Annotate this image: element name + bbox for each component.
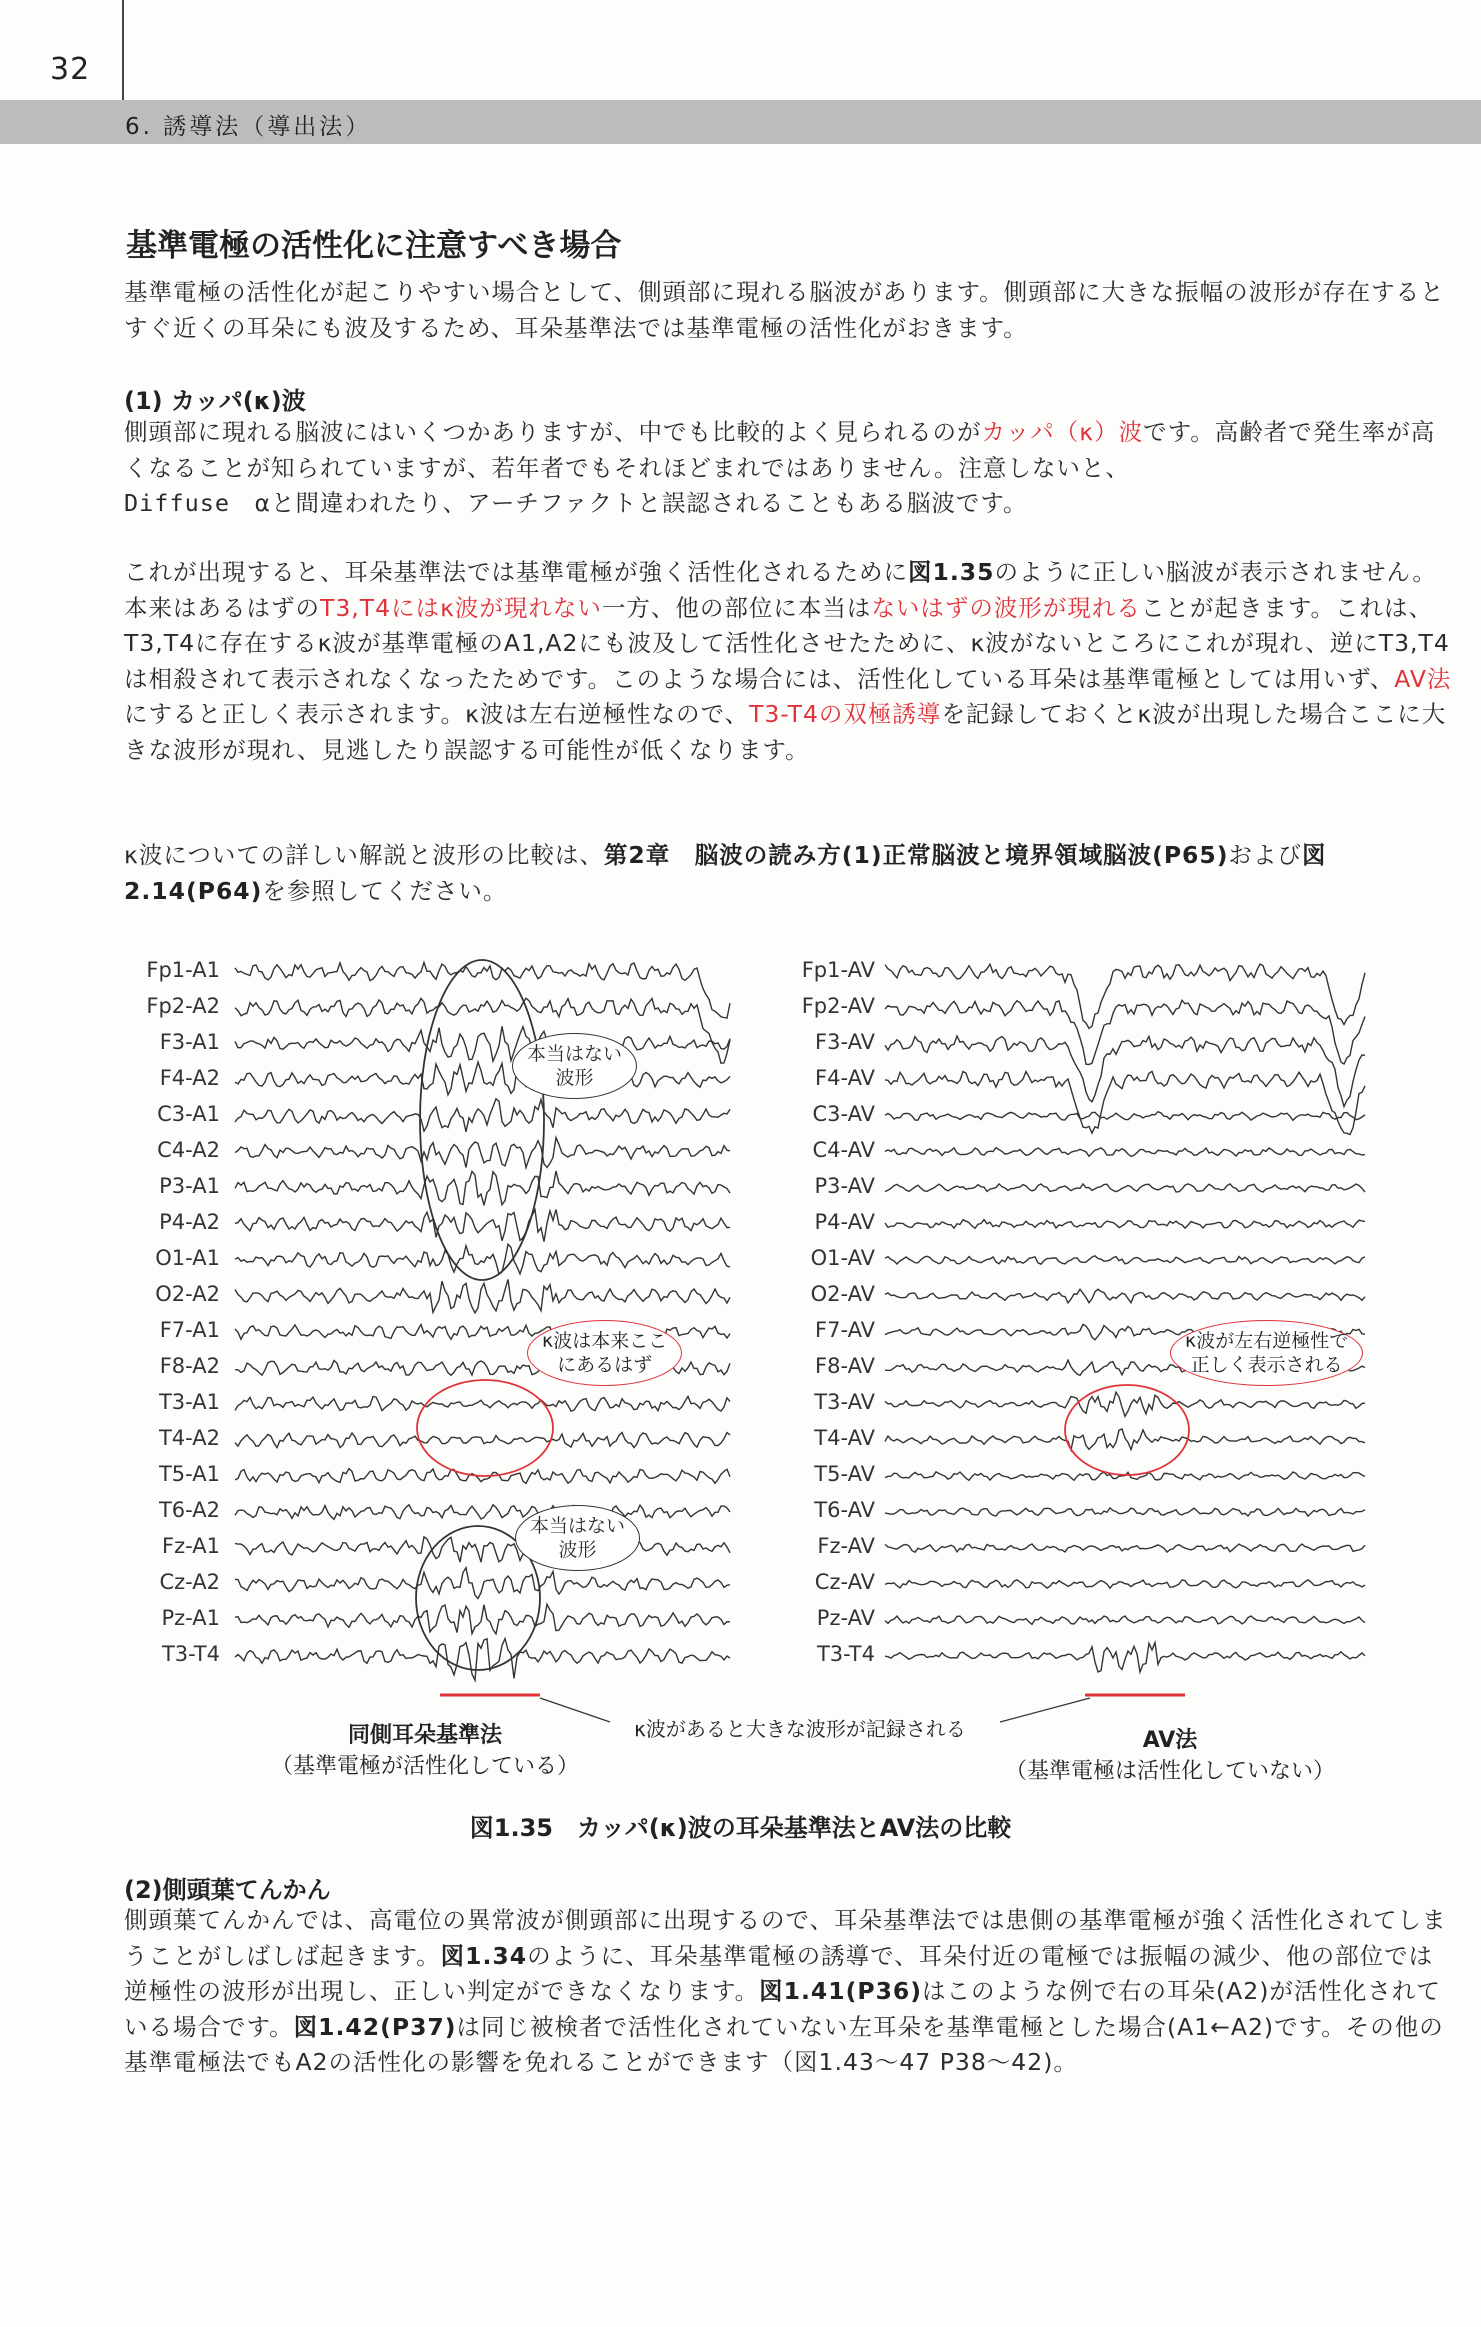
- highlight-av: AV法: [1394, 664, 1452, 693]
- right-channel-label: T3-AV: [814, 1390, 875, 1414]
- left-eeg-trace: [235, 963, 730, 1019]
- page-number: 32: [50, 52, 91, 87]
- text-run: ことが起きます。これは、T3,T4に存在するκ波が基準電極のA1,A2にも波及して活性化させたために、κ波がないところにこれが現れ、逆にT3,T4は相殺されて表示されなくなったためです。このような場合には、活性化している耳朵は基準電極としては用いず、: [124, 593, 1450, 693]
- left-caption-title: 同側耳朵基準法: [347, 1723, 502, 1748]
- right-channel-label: T5-AV: [814, 1462, 875, 1486]
- right-channel-label: F4-AV: [815, 1066, 875, 1090]
- text-diffuse: Diffuse: [124, 489, 231, 517]
- bubble-line: 本当はない: [530, 1515, 626, 1537]
- right-channel-label: O1-AV: [810, 1246, 875, 1270]
- left-eeg-trace: [235, 1171, 730, 1205]
- header-divider: [122, 0, 124, 100]
- right-eeg-trace: [885, 1472, 1365, 1481]
- right-eeg-trace: [885, 1429, 1365, 1450]
- left-channel-label: C4-A2: [157, 1138, 220, 1162]
- highlight-bipolar: T3-T4の双極誘導: [749, 700, 942, 728]
- left-eeg-trace: [235, 1505, 730, 1520]
- left-channel-label: F3-A1: [159, 1030, 220, 1054]
- bubble-line: 本当はない: [527, 1043, 623, 1065]
- right-eeg-trace: [885, 1392, 1365, 1416]
- left-eeg-trace: [235, 1433, 730, 1448]
- figure-caption: 図1.35 カッパ(κ)波の耳朵基準法とAV法の比較: [469, 1814, 1012, 1842]
- right-channel-label: T6-AV: [814, 1498, 875, 1522]
- right-eeg-trace: [885, 1071, 1365, 1134]
- kappa-paragraph-1: [124, 415, 1454, 522]
- left-channel-label: T3-T4: [161, 1642, 220, 1666]
- left-channel-label: T5-A1: [158, 1462, 220, 1486]
- left-channel-label: Fp1-A1: [146, 958, 220, 982]
- annotation-bubble-2: [527, 1320, 682, 1386]
- left-caption: [215, 1718, 635, 1780]
- left-channel-label: Fp2-A2: [146, 994, 220, 1018]
- right-channel-label: Fz-AV: [817, 1534, 875, 1558]
- chapter-title: 6. 誘導法（導出法）: [125, 114, 372, 140]
- right-channel-label: F8-AV: [815, 1354, 875, 1378]
- right-eeg-trace: [885, 1544, 1365, 1552]
- text-run: を記録しておくとκ波が出現した場合ここに大きな波形が現れ、見逃したり誤認する可能性が低くなります。: [124, 700, 1447, 764]
- right-channel-label: P4-AV: [814, 1210, 875, 1234]
- text-run: のように、耳朵基準電極の誘導で、耳朵付近の電極では振幅の減少、他の部位では逆極性の波形が出現し、正しい判定ができなくなります。: [124, 1941, 1434, 2005]
- figure-ref: 図1.42(P37): [293, 2012, 457, 2041]
- right-channel-label: F7-AV: [815, 1318, 875, 1342]
- text-run: を参照してください。: [262, 876, 508, 905]
- text-run: αと間違われたり、アーチファクトと誤認されることもある脳波です。: [254, 489, 1028, 517]
- right-channel-label: F3-AV: [815, 1030, 875, 1054]
- right-caption: [960, 1723, 1380, 1785]
- left-channel-label: O1-A1: [155, 1246, 220, 1270]
- highlight-false-wave: ないはずの波形が現れる: [871, 593, 1141, 622]
- left-eeg-trace: [235, 1244, 730, 1274]
- right-channel-label: C3-AV: [812, 1102, 875, 1126]
- left-eeg-trace: [235, 1639, 730, 1681]
- left-eeg-trace: [235, 1568, 730, 1599]
- right-channel-label: T4-AV: [814, 1426, 875, 1450]
- right-eeg-trace: [885, 1256, 1365, 1264]
- right-channel-label: Cz-AV: [814, 1570, 875, 1594]
- left-eeg-trace: [235, 1533, 730, 1563]
- right-eeg-trace: [885, 1148, 1365, 1157]
- bubble-line: κ波は本来ここ: [542, 1330, 668, 1352]
- text-run: および: [1228, 841, 1302, 869]
- right-caption-note: （基準電極は活性化していない）: [1004, 1759, 1335, 1784]
- right-channel-label: T3-T4: [816, 1642, 875, 1666]
- left-channel-label: Cz-A2: [159, 1570, 220, 1594]
- right-eeg-trace: [885, 1616, 1365, 1624]
- right-eeg-trace: [885, 1112, 1365, 1121]
- left-channel-label: F7-A1: [159, 1318, 220, 1342]
- left-eeg-trace: [235, 1396, 730, 1411]
- left-eeg-trace: [235, 1062, 730, 1095]
- text-run: のように正しい脳波が表示されません。本来はあるはずの: [124, 558, 1437, 622]
- highlight-ellipse-missing-kappa: [417, 1380, 553, 1476]
- subsection-kappa: (1) カッパ(κ)波: [124, 387, 306, 415]
- chapter-ref: 第2章 脳波の読み方(1)正常脳波と境界領域脳波(P65): [603, 841, 1229, 869]
- intro-paragraph: 基準電極の活性化が起こりやすい場合として、側頭部に現れる脳波があります。側頭部に大きな振幅の波形が存在するとすぐ近くの耳朵にも波及するため、耳朵基準法では基準電極の活性化がおきます。: [124, 278, 1445, 342]
- text-run: はこのような例で右の耳朵(A2)が活性化されている場合です。: [124, 1977, 1441, 2041]
- annotation-bubble-4: [1170, 1320, 1363, 1386]
- right-eeg-trace: [885, 1289, 1365, 1303]
- left-channel-label: F8-A2: [159, 1354, 220, 1378]
- left-eeg-trace: [235, 1469, 730, 1484]
- pointer-line-right: [1000, 1698, 1090, 1722]
- highlight-t3t4: T3,T4にはκ波が現れない: [320, 593, 602, 622]
- figure-ref: 図1.34: [440, 1941, 528, 1970]
- kappa-paragraph-3: [124, 838, 1454, 909]
- right-eeg-trace: [885, 1580, 1365, 1588]
- bubble-line: 正しく表示される: [1190, 1354, 1343, 1376]
- text-run: 一方、他の部位に本当は: [601, 593, 872, 622]
- text-run: は同じ被検者で活性化されていない左耳朵を基準電極とした場合(A1←A2)です。その他の基準電極法でもA2の活性化の影響を免れることができます（図1.43～47 P38～42)。: [124, 2012, 1444, 2076]
- bubble-line: κ波が左右逆極性で: [1185, 1330, 1349, 1352]
- right-caption-title: AV法: [1142, 1728, 1198, 1753]
- right-channel-label: Fp2-AV: [801, 994, 875, 1018]
- left-channel-label: T4-A2: [158, 1426, 220, 1450]
- left-eeg-trace: [235, 1210, 730, 1242]
- left-channel-label: O2-A2: [155, 1282, 220, 1306]
- figure-ref: 図1.35: [908, 558, 995, 586]
- left-eeg-trace: [235, 1604, 730, 1634]
- figure-ref: 図1.41(P36): [759, 1977, 923, 2005]
- bubble-line: 波形: [555, 1067, 594, 1089]
- right-eeg-trace: [885, 1036, 1365, 1107]
- right-channel-label: Fp1-AV: [801, 958, 875, 982]
- highlight-ellipse-false-wave: [420, 960, 544, 1280]
- left-channel-label: T6-A2: [158, 1498, 220, 1522]
- left-caption-note: （基準電極が活性化している）: [270, 1754, 579, 1779]
- left-eeg-trace: [235, 1099, 730, 1132]
- right-eeg-trace: [885, 1184, 1365, 1192]
- right-channel-label: O2-AV: [810, 1282, 875, 1306]
- annotation-bubble-1: [512, 1033, 637, 1099]
- chapter-bar: [0, 100, 1481, 144]
- left-eeg-trace: [235, 998, 730, 1063]
- left-channel-label: P4-A2: [159, 1210, 220, 1234]
- left-channel-label: F4-A2: [159, 1066, 220, 1090]
- right-channel-label: P3-AV: [814, 1174, 875, 1198]
- right-eeg-trace: [885, 1220, 1365, 1229]
- right-eeg-trace: [885, 1000, 1365, 1064]
- left-channel-label: P3-A1: [159, 1174, 220, 1198]
- kappa-paragraph-2: [124, 555, 1454, 768]
- text-run: これが出現すると、耳朵基準法では基準電極が強く活性化されるために: [124, 558, 908, 586]
- right-channel-label: Pz-AV: [816, 1606, 875, 1630]
- left-eeg-trace: [235, 1279, 730, 1313]
- bubble-line: 波形: [558, 1539, 597, 1561]
- left-eeg-trace: [235, 1138, 730, 1168]
- bubble-line: にあるはず: [557, 1354, 653, 1376]
- highlight-kappa: カッパ（κ）波: [981, 418, 1144, 446]
- epilepsy-paragraph: [124, 1903, 1454, 2081]
- highlight-ellipse-kappa-av: [1065, 1385, 1189, 1475]
- left-channel-label: T3-A1: [158, 1390, 220, 1414]
- figure-ref: 図2.14(P64): [124, 841, 1327, 905]
- text-run: にすると正しく表示されます。κ波は左右逆極性なので、: [124, 700, 749, 728]
- left-channel-label: C3-A1: [157, 1102, 220, 1126]
- annotation-bubble-3: [515, 1505, 640, 1571]
- left-channel-label: Pz-A1: [161, 1606, 220, 1630]
- right-eeg-trace: [885, 1508, 1365, 1516]
- left-channel-label: Fz-A1: [162, 1534, 220, 1558]
- right-channel-label: C4-AV: [812, 1138, 875, 1162]
- text-run: 側頭葉てんかんでは、高電位の異常波が側頭部に出現するので、耳朵基準法では患側の基準電極が強く活性化されてしまうことがしばしば起きます。: [124, 1906, 1447, 1970]
- text-run: 側頭部に現れる脳波にはいくつかありますが、中でも比較的よく見られるのが: [124, 418, 982, 446]
- subsection-temporal-epilepsy: (2)側頭葉てんかん: [124, 1876, 331, 1904]
- text-run: です。高齢者で発生率が高くなることが知られていますが、若年者でもそれほどまれではありません。注意しないと、: [124, 418, 1436, 482]
- right-eeg-trace: [885, 964, 1365, 1028]
- left-eeg-trace: [235, 1026, 730, 1061]
- center-note: κ波があると大きな波形が記録される: [634, 1717, 966, 1741]
- text-run: κ波についての詳しい解説と波形の比較は、: [124, 841, 604, 869]
- right-eeg-trace: [885, 1643, 1365, 1673]
- section-heading: 基準電極の活性化に注意すべき場合: [126, 228, 622, 264]
